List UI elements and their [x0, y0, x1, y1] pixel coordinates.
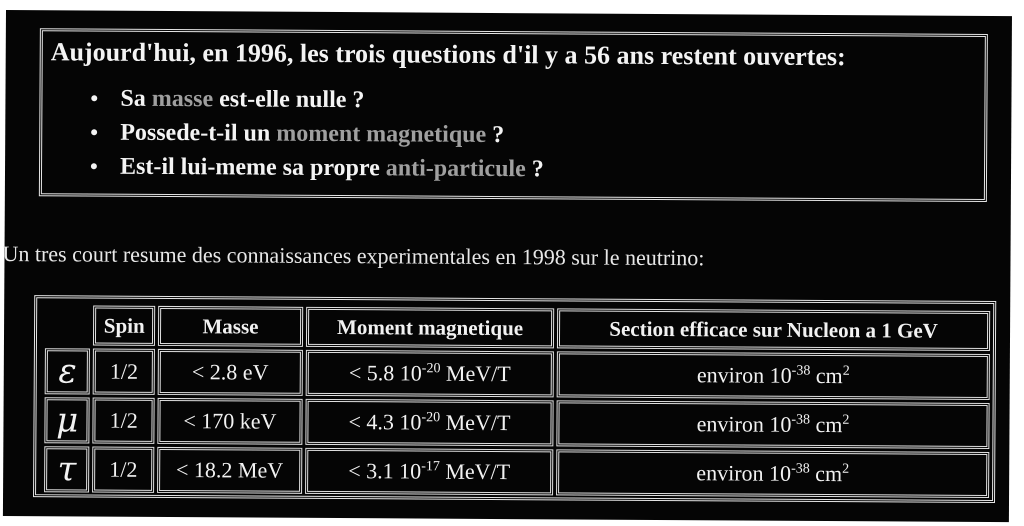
moment-cell: < 3.1 $10^{-17}$ MeV/T — [305, 448, 553, 496]
masse-cell: < 18.2 MeV — [157, 447, 302, 494]
header-blank — [45, 305, 91, 345]
header-masse: Masse — [158, 306, 303, 347]
question-text: Sa — [120, 85, 152, 112]
summary-sentence: Un tres court resume des connaissances experimentales en 1998 sur le neutrino: — [2, 240, 705, 271]
neutrino-table-frame — [33, 295, 996, 503]
document-sheet — [3, 10, 1012, 522]
section-cell: environ $10^{-38}$ $cm^2$ — [557, 351, 990, 400]
spin-cell: 1/2 — [92, 447, 154, 493]
table-row — [45, 348, 990, 400]
question-text: ? — [486, 121, 505, 149]
spin-cell: 1/2 — [93, 398, 155, 444]
neutrino-symbol: μ — [44, 397, 90, 443]
question-text: ? — [525, 156, 544, 183]
table-row — [44, 446, 989, 498]
masse-cell: < 170 keV — [157, 398, 302, 445]
question-text: est-elle nulle ? — [213, 86, 365, 114]
question-item — [90, 116, 976, 155]
table-header-row — [45, 305, 990, 351]
bullet-icon: • — [90, 85, 99, 111]
questions-title: Aujourd'hui, en 1996, les trois questions d'il y a 56 ans restent ouvertes: — [50, 37, 846, 72]
moment-cell: < 5.8 $10^{-20}$ MeV/T — [306, 350, 554, 398]
open-questions-box — [39, 28, 988, 202]
masse-cell: < 2.8 eV — [158, 349, 303, 396]
question-highlight: moment magnetique — [276, 120, 487, 148]
question-text: Possede-t-il un — [120, 119, 277, 147]
questions-list — [90, 82, 977, 189]
bullet-icon: • — [89, 153, 98, 179]
section-cell: environ $10^{-38}$ $cm^2$ — [556, 400, 989, 449]
neutrino-symbol: τ — [44, 446, 90, 492]
neutrino-table — [41, 302, 993, 501]
bullet-icon: • — [90, 119, 99, 145]
question-text: Est-il lui-meme sa propre — [119, 153, 386, 182]
header-moment: Moment magnetique — [306, 307, 554, 349]
question-item — [90, 150, 976, 189]
section-cell: environ $10^{-38}$ $cm^2$ — [556, 449, 989, 498]
question-item — [90, 82, 976, 121]
table-row — [44, 397, 989, 449]
moment-cell: < 4.3 $10^{-20}$ MeV/T — [305, 399, 553, 447]
question-highlight: anti-particule — [385, 155, 526, 183]
header-spin: Spin — [93, 306, 155, 346]
spin-cell: 1/2 — [93, 349, 155, 395]
question-highlight: masse — [151, 85, 214, 113]
neutrino-symbol: ε — [45, 348, 91, 394]
header-section: Section efficace sur Nucleon a 1 GeV — [557, 308, 990, 351]
